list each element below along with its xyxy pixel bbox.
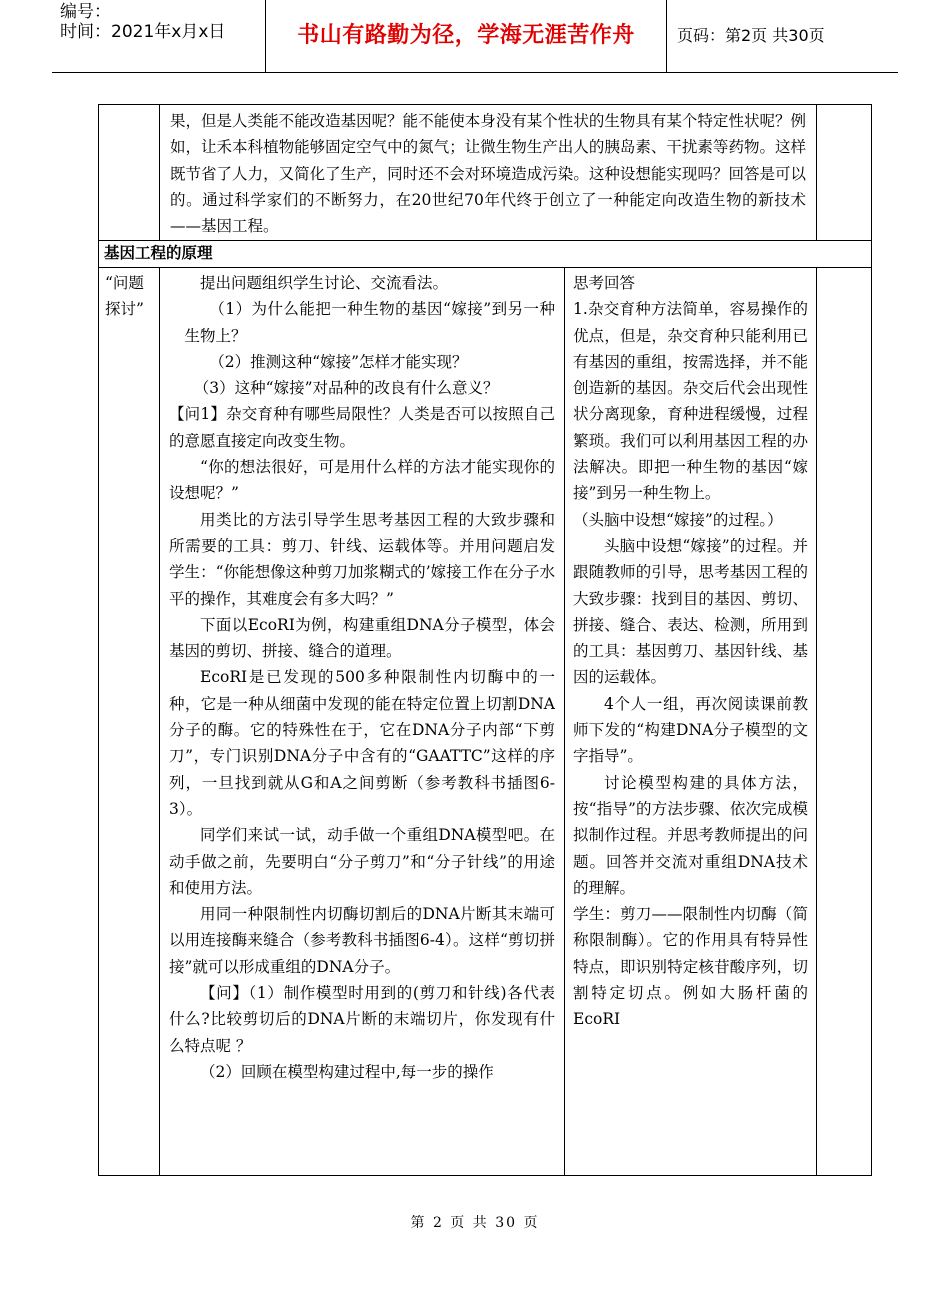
teacher-paragraph: 下面以EcoRI为例，构建重组DNA分子模型，体会基因的剪切、拼接、缝合的道理。 <box>169 615 555 661</box>
student-paragraph: 1.杂交育种方法简单，容易操作的优点，但是，杂交育种只能利用已有基因的重组，按需选择，并不能创造新的基因。杂交后代会出现性状分离现象，育种进程缓慢，过程繁琐。我们可以利用基因工程的办法解决。即把一种生物的基因“嫁接”到另一种生物上。 <box>573 300 808 503</box>
student-paragraph: 学生：剪刀——限制性内切酶（简称限制酶）。它的作用具有特异性特点，即识别特定核苷酸序列，切割特定切点。例如大肠杆菌的EcoRI <box>573 905 808 1029</box>
section-row <box>99 241 872 268</box>
student-paragraph: 讨论模型构建的具体方法，按“指导”的方法步骤、依次完成模拟制作过程。并思考教师提出的问题。回答并交流对重组DNA技术的理解。 <box>573 773 808 897</box>
student-activity-cell <box>565 268 817 1176</box>
lesson-table <box>98 104 872 1176</box>
student-paragraph: 思考回答 <box>573 274 636 292</box>
student-paragraph: 头脑中设想“嫁接”的过程。并跟随教师的引导，思考基因工程的大致步骤：找到目的基因、剪切、拼接、缝合、表达、检测，所用到的工具：基因剪刀、基因针线、基因的运载体。 <box>573 536 808 687</box>
number-label: 编号： <box>60 2 111 22</box>
teacher-paragraph: （1）为什么能把一种生物的基因“嫁接”到另一种生物上？ <box>184 300 555 345</box>
section-title: 基因工程的原理 <box>104 244 213 262</box>
activity-row <box>99 268 872 1176</box>
notes-cell <box>817 268 872 1176</box>
student-paragraph: 4个人一组，再次阅读课前教师下发的“构建DNA分子模型的文字指导”。 <box>573 694 808 766</box>
intro-notes-cell <box>817 105 872 241</box>
page-footer: 第 2 页 共 30 页 <box>410 1215 540 1231</box>
teacher-paragraph: （3）这种“嫁接”对品种的改良有什么意义？ <box>193 379 499 398</box>
page-header <box>52 0 898 73</box>
intro-row <box>99 105 872 241</box>
phase-label: “问题探讨” <box>105 274 144 319</box>
intro-content-cell <box>160 105 817 241</box>
teacher-paragraph: 用同一种限制性内切酶切割后的DNA片断其末端可以用连接酶来缝合（参考教科书插图6-4）。这样“剪切拼接”就可以形成重组的DNA分子。 <box>169 905 555 976</box>
intro-paragraph: 果，但是人类能不能改造基因呢？能不能使本身没有某个性状的生物具有某个特定性状呢？例如，让禾本科植物能够固定空气中的氮气；让微生物生产出人的胰岛素、干扰素等药物。这样既节省了人力，又简化了生产，同时还不会对环境造成污染。这种设想能实现吗？回答是可以的。通过科学家们的不断努力，在20世纪70年代终于创立了一种能定向改造生物的新技术——基因工程。 <box>170 112 806 236</box>
teacher-paragraph: （2）回顾在模型构建过程中,每一步的操作 <box>200 1062 494 1081</box>
motto: 书山有路勤为径，学海无涯苦作舟 <box>266 0 667 72</box>
phase-cell <box>99 268 160 1176</box>
time-label: 时间：2021年x月x日 <box>60 22 226 42</box>
teacher-paragraph: EcoRI是已发现的500多种限制性内切酶中的一种，它是一种从细菌中发现的能在特定位置上切割DNA分子的酶。它的特殊性在于，它在DNA分子内部“下剪刀”，专门识别DNA分子中含有的“GAATTC”这样的序列，一旦找到就从G和A之间剪断（参考教科书插图6-3）。 <box>169 668 555 818</box>
teacher-paragraph: 提出问题组织学生讨论、交流看法。 <box>200 274 449 292</box>
teacher-paragraph: 同学们来试一试，动手做一个重组DNA模型吧。在动手做之前，先要明白“分子剪刀”和“分子针线”的用途和使用方法。 <box>169 826 555 897</box>
page-label: 页码：第2页 共30页 <box>677 26 825 45</box>
student-paragraph: （头脑中设想“嫁接”的过程。） <box>573 510 783 529</box>
teacher-activity-cell <box>160 268 565 1176</box>
intro-phase-cell <box>99 105 160 241</box>
teacher-paragraph: “你的想法很好，可是用什么样的方法才能实现你的设想呢？” <box>169 458 555 503</box>
header-meta <box>52 0 266 72</box>
section-title-cell <box>99 241 872 268</box>
teacher-paragraph: 用类比的方法引导学生思考基因工程的大致步骤和所需要的工具：剪刀、针线、运载体等。并用问题启发学生：“你能想像这种剪刀加浆糊式的’嫁接工作在分子水平的操作，其难度会有多大吗？” <box>169 510 555 608</box>
teacher-paragraph: 【问】（1）制作模型时用到的(剪刀和针线)各代表什么?比较剪切后的DNA片断的末端切片，你发现有什么特点呢 ？ <box>169 984 555 1055</box>
teacher-paragraph: （2）推测这种“嫁接”怎样才能实现？ <box>209 352 468 371</box>
teacher-paragraph: 【问1】杂交育种有哪些局限性？人类是否可以按照自己的意愿直接定向改变生物。 <box>169 405 555 450</box>
